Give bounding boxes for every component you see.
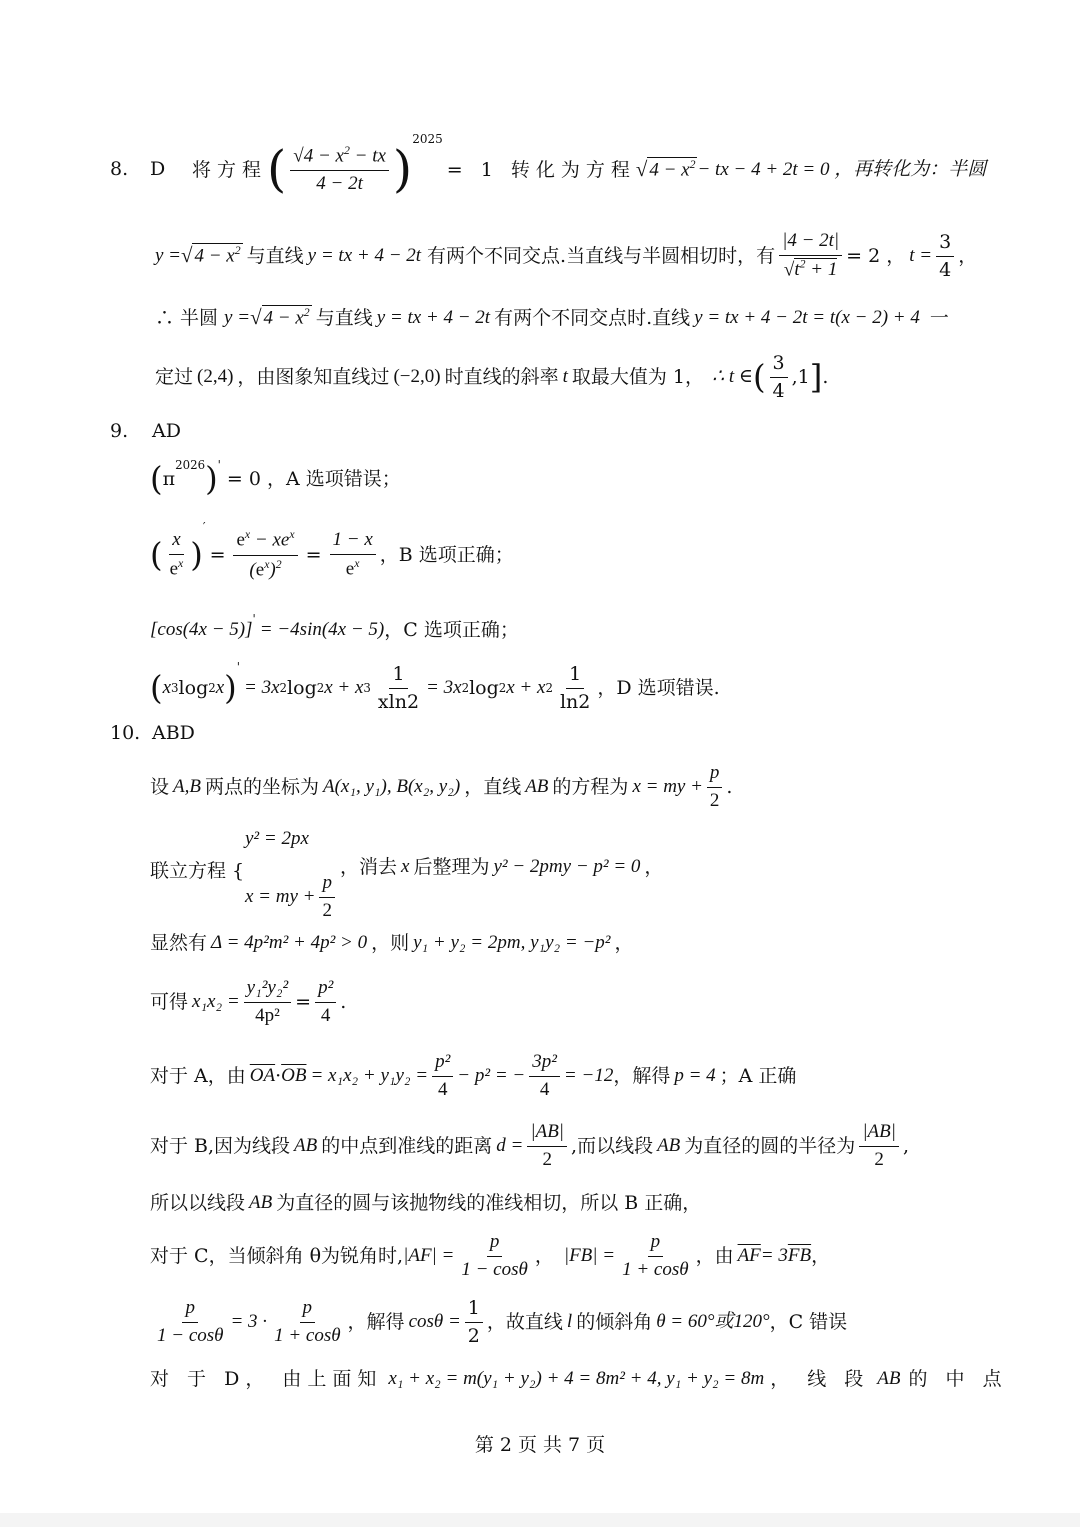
q9-fraction: $\frac{1}{\ln 2}$	[559, 662, 591, 713]
q8-text: 与直线	[315, 306, 373, 329]
q10-line-6: 对于 B,因为线段 AB 的中点到准线的距离 d = $\frac{|AB|}{2}$ ,而以线段 AB 为直径的圆的半径为 $\frac{|AB|}{2}$ ,	[150, 1120, 910, 1170]
q8-exponent: 2025	[412, 132, 443, 146]
q8-fraction: $\frac{√4 - x^2 - tx}{4 - 2t}$	[290, 144, 389, 196]
page-bottom-edge	[0, 1513, 1080, 1527]
q8-text: 定过	[155, 365, 194, 388]
q8-expr: t =	[909, 244, 933, 266]
q8-sqrt: √ $4 - x^2$	[181, 243, 241, 268]
q8-text: ，由图象知直线过	[237, 365, 390, 388]
q8-number: 8.	[110, 158, 129, 180]
q9-expr: = −4sin(4x − 5)	[259, 618, 385, 640]
q8-text: ∴ 半圆	[155, 306, 219, 329]
page-footer: 第 2 页 共 7 页	[474, 1434, 606, 1456]
right-paren: )	[205, 459, 218, 498]
q8-text: = 1 转化为方程	[446, 158, 636, 181]
q8-line-1	[192, 130, 986, 210]
q9-text: ，B 选项正确；	[379, 543, 514, 566]
q8-answer: D	[150, 158, 166, 180]
q9-fraction: $\frac{e^x - xe^x}{(e^x)^2}$	[233, 528, 297, 581]
q8-text: 有两个不同交点.当直线与半圆相切时，有	[427, 244, 776, 267]
q9-option-c: [cos(4x − 5)] ' = −4sin(4x − 5) ，C 选项正确；	[150, 612, 519, 641]
q9-text: ，D 选项错误.	[597, 676, 720, 699]
q9-expr: x	[162, 676, 172, 698]
q8-fraction: $\frac{|4 - 2t|}{√t^2 + 1}$	[779, 230, 842, 282]
q8-line-2	[155, 226, 977, 286]
q8-text: 时直线的斜率	[444, 365, 559, 388]
q8-text: 一	[929, 306, 949, 329]
q8-expr: (2,4)	[197, 365, 234, 387]
q8-expr: − tx − 4 + 2t = 0 ，再转化为：半圆	[697, 158, 987, 180]
q10-answer: ABD	[152, 722, 195, 744]
q10-equation-bottom: x = my + $\frac{p}{2}$	[245, 872, 339, 923]
q9-fraction: $\frac{x}{e^x}$	[169, 529, 184, 580]
q8-line-3	[155, 298, 949, 338]
q8-expr: ∴ t ∈	[712, 365, 753, 387]
q9-answer: AD	[152, 420, 181, 442]
q10-system	[150, 826, 850, 921]
q10-number: 10.	[110, 722, 141, 744]
right-paren: )	[224, 668, 237, 707]
right-bracket: ]	[809, 357, 823, 396]
q8-line-4	[155, 348, 828, 406]
q9-expr: π	[162, 467, 176, 490]
left-paren: (	[150, 668, 163, 707]
left-paren: (	[267, 140, 287, 199]
q10-eliminate: ，消去 x 后整理为 y² − 2pmy − p² = 0 ，	[340, 856, 664, 878]
q8-expr: (−2,0)	[393, 365, 441, 387]
q10-line-9: $\frac{p}{1 - \cos\theta}$ = 3 · $\frac{p}{1 + \cos\theta}$ ，解得 cosθ = $\frac{1}{2}$ ，故直线 l 的倾斜角 θ = 60°或120° ，C 错误	[157, 1296, 848, 1347]
q10-line-3: 显然有 Δ = 4p²m² + 4p² > 0 ，则 y₁ + y₂ = 2pm, y₁y₂ = −p² ，	[150, 931, 634, 954]
q10-line-4: 可得 x₁x₂ = $\frac{\text{y₁²y₂²}}{\text{4p²}}$ = $\frac{\text{p²}}{4}$ .	[150, 976, 347, 1026]
q10-fraction: $\frac{\text{y₁²y₂²}}{\text{4p²}}$	[244, 977, 291, 1028]
right-paren: )	[190, 535, 203, 574]
q9-option-a: ( π $^{2026}$ ) ' = 0 ，A 选项错误；	[150, 458, 401, 498]
q9-text: ，C 选项正确；	[384, 618, 519, 641]
q8-expr: y =	[224, 306, 251, 328]
left-paren: (	[752, 357, 766, 396]
right-paren: )	[392, 140, 413, 199]
q8-expr: y = tx + 4 − 2t	[376, 306, 491, 328]
q9-text: = 0 ，A 选项错误；	[226, 467, 401, 490]
q10-line-8: 对于 C，当倾斜角 θ为锐角时, |AF| = $\frac{p}{1 - \cos\theta}$ ， |FB| = $\frac{p}{1 + \cos\theta}$ ，由 $\overline{AF}$ = 3 $\overline{FB}$ ，	[150, 1230, 831, 1280]
q8-expr: y = tx + 4 − 2t = t(x − 2) + 4	[694, 306, 920, 328]
q8-fraction: $\frac{3}{4}$	[936, 231, 954, 282]
left-paren: (	[150, 535, 163, 574]
q10-line-7: 所以以线段 AB 为直径的圆与该抛物线的准线相切，所以 B 正确，	[150, 1191, 702, 1214]
q8-expr: y = tx + 4 − 2t	[307, 244, 422, 266]
q9-exponent: 2026	[175, 458, 206, 472]
q8-sqrt: √ $4 - x^2$	[250, 305, 310, 330]
q9-fraction: $\frac{1 - x}{e^x}$	[330, 529, 376, 581]
q8-text: = 2 ，	[846, 244, 906, 267]
q8-expr: t	[562, 365, 568, 387]
left-paren: (	[150, 459, 163, 498]
q10-line-1: 设 A,B 两点的坐标为 A(x₁, y₁), B(x₂, y₂) ，直线 AB 的方程为 x = my + $\frac{p}{2}$ .	[150, 761, 733, 811]
q10-text: 联立方程 {	[150, 860, 245, 882]
q8-expr: y =	[155, 244, 182, 266]
q8-text: 将方程	[192, 158, 268, 181]
q8-sqrt: √ $4 - x^2$	[635, 157, 696, 182]
q8-text: 与直线	[246, 244, 304, 267]
q10-fraction: $\frac{\text{p²}}{4}$	[315, 977, 336, 1028]
q8-text: ，	[958, 244, 978, 267]
q8-expr: ,1	[791, 365, 810, 388]
q9-number: 9.	[110, 420, 129, 442]
q10-line-10: 对 于 D， 由上面知 x₁ + x₂ = m(y₁ + y₂) + 4 = 8m² + 4, y₁ + y₂ = 8m ， 线 段 AB 的 中 点	[150, 1367, 1008, 1390]
q9-option-b: ( $\frac{x}{e^x}$ ) ′ = $\frac{e^x - xe^x}{(e^x)^2}$ = $\frac{1 - x}{e^x}$ ，B 选项正确；	[150, 520, 514, 580]
q8-text: .	[822, 365, 829, 388]
q8-fraction: $\frac{3}{4}$	[770, 352, 788, 403]
q8-text: 有两个不同交点时.直线	[494, 306, 691, 329]
q9-fraction: $\frac{1}{xln2}$	[377, 662, 420, 713]
q8-text: 取最大值为 1，	[571, 365, 704, 388]
q9-expr: [cos(4x − 5)]	[150, 618, 253, 640]
q10-line-5: 对于 A，由 $\overline{OA}$ · $\overline{OB}$ = x₁x₂ + y₁y₂ = $\frac{\text{p²}}{4}$ − p² = − $\frac{\text{3p²}}{4}$ = −12 ，解得 p = 4 ；A 正确	[150, 1050, 797, 1100]
q10-fraction: $\frac{p}{2}$	[707, 762, 723, 813]
q10-equation-top: y² = 2px	[245, 828, 309, 849]
q9-option-d: ( x 3 log 2 x ) ' = 3x 2 log 2 x + x 3 $\frac{1}{xln2}$ = 3x 2 log 2 x + x 2 $\frac{1}{\ln 2}$ ，D 选项错误.	[150, 660, 720, 713]
